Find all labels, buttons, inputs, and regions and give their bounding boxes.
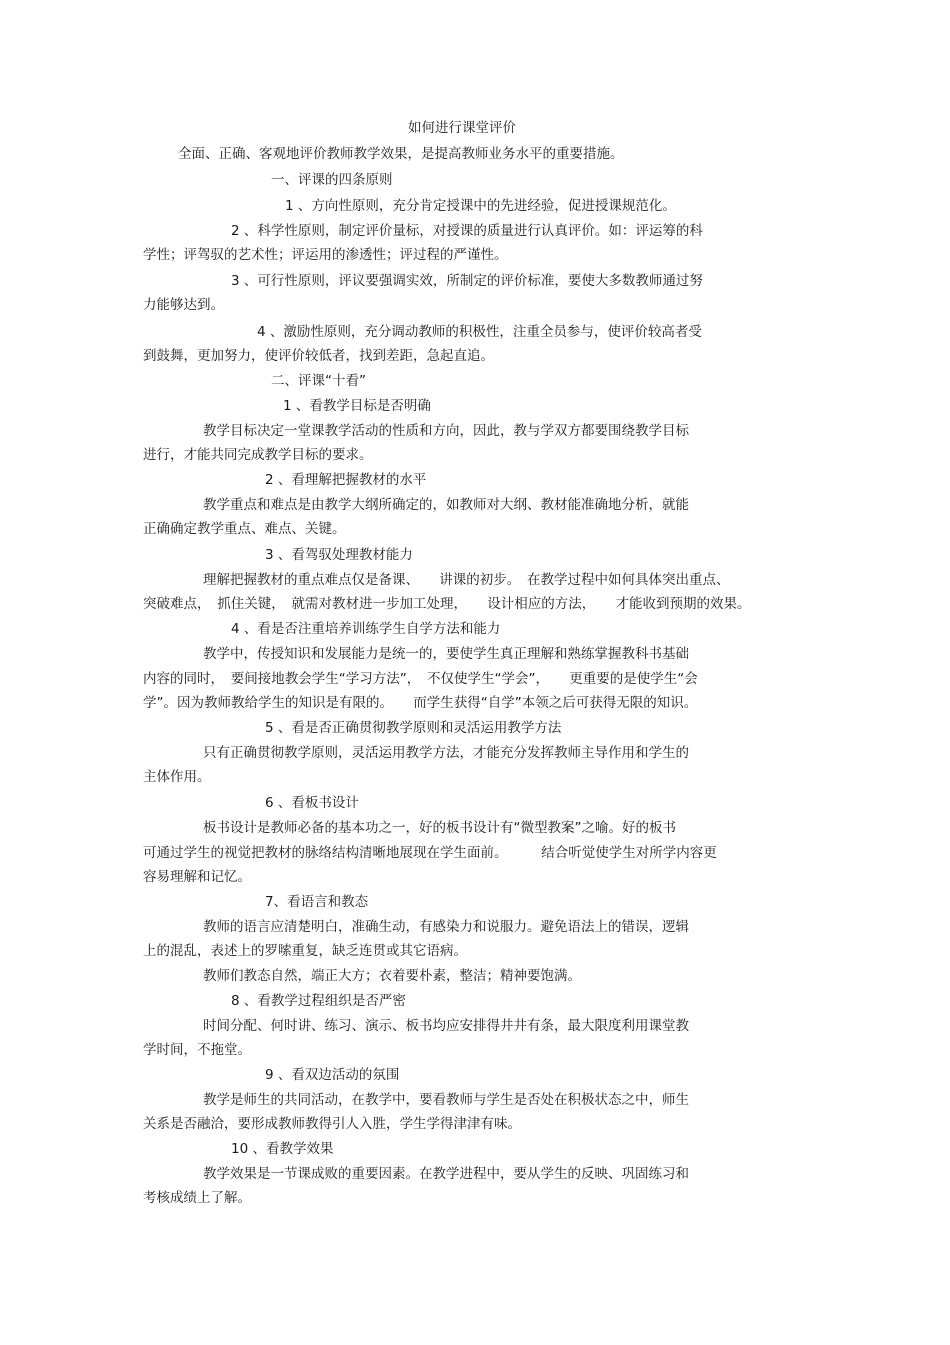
item-5-text-line1: 只有正确贯彻教学原则，灵活运用教学方法，才能充分发挥教师主导作用和学生的	[203, 745, 689, 761]
section-heading-ten-looks: 二、评课“十看”	[271, 373, 366, 389]
item-3-text-line2: 突破难点， 抓住关键， 就需对教材进一步加工处理， 设计相应的方法， 才能收到预期的效果。	[143, 596, 751, 612]
item-8-text-line2: 学时间，不拖堂。	[143, 1042, 251, 1058]
section-heading-principles: 一、评课的四条原则	[271, 172, 393, 188]
item-3-heading: 3 、看驾驭处理教材能力	[265, 547, 413, 563]
item-7-text-line3: 教师们教态自然，端正大方；衣着要朴素，整洁；精神要饱满。	[203, 968, 581, 984]
principle-4-line2: 到鼓舞，更加努力，使评价较低者，找到差距，急起直追。	[143, 348, 494, 364]
item-10-text-line2: 考核成绩上了解。	[143, 1190, 251, 1206]
item-4-text-line2: 内容的同时， 要间接地教会学生“学习方法”， 不仅使学生“学会”， 更重要的是使学生“会	[143, 671, 698, 687]
item-6-text-line2: 可通过学生的视觉把教材的脉络结构清晰地展现在学生面前。 结合听觉使学生对所学内容更	[143, 845, 717, 861]
item-9-heading: 9 、看双边活动的氛围	[265, 1067, 400, 1083]
item-2-text-line2: 正确确定教学重点、难点、关键。	[143, 521, 346, 537]
item-1-text-line1: 教学目标决定一堂课教学活动的性质和方向，因此，教与学双方都要围绕教学目标	[203, 423, 689, 439]
principle-4-line1: 4 、激励性原则，充分调动教师的积极性，注重全员参与，使评价较高者受	[257, 324, 702, 340]
item-5-text-line2: 主体作用。	[143, 769, 211, 785]
item-8-text-line1: 时间分配、何时讲、练习、演示、板书均应安排得井井有条，最大限度利用课堂教	[203, 1018, 689, 1034]
item-4-text-line3: 学”。因为教师教给学生的知识是有限的。 而学生获得“自学”本领之后可获得无限的知识。	[143, 695, 698, 711]
item-6-heading: 6 、看板书设计	[265, 795, 359, 811]
principle-2-line2: 学性；评驾驭的艺术性；评运用的渗透性；评过程的严谨性。	[143, 247, 508, 263]
item-6-text-line3: 容易理解和记忆。	[143, 869, 251, 885]
item-10-text-line1: 教学效果是一节课成败的重要因素。在教学进程中，要从学生的反映、巩固练习和	[203, 1166, 689, 1182]
item-2-heading: 2 、看理解把握教材的水平	[265, 472, 427, 488]
item-9-text-line1: 教学是师生的共同活动，在教学中，要看教师与学生是否处在积极状态之中，师生	[203, 1092, 689, 1108]
intro-paragraph: 全面、正确、客观地评价教师教学效果，是提高教师业务水平的重要措施。	[178, 146, 624, 162]
principle-3-line1: 3 、可行性原则，评议要强调实效，所制定的评价标准，要使大多数教师通过努	[231, 273, 703, 289]
item-7-text-line1: 教师的语言应清楚明白，准确生动，有感染力和说服力。避免语法上的错误，逻辑	[203, 919, 689, 935]
item-4-text-line1: 教学中，传授知识和发展能力是统一的，要使学生真正理解和熟练掌握教科书基础	[203, 646, 689, 662]
principle-1: 1 、方向性原则，充分肯定授课中的先进经验，促进授课规范化。	[285, 198, 676, 214]
item-9-text-line2: 关系是否融洽，要形成教师教得引人入胜，学生学得津津有味。	[143, 1116, 521, 1132]
item-5-heading: 5 、看是否正确贯彻教学原则和灵活运用教学方法	[265, 720, 562, 736]
item-6-text-line1: 板书设计是教师必备的基本功之一，好的板书设计有“微型教案”之喻。好的板书	[203, 820, 676, 836]
item-1-heading: 1 、看教学目标是否明确	[283, 398, 431, 414]
item-4-heading: 4 、看是否注重培养训练学生自学方法和能力	[231, 621, 501, 637]
item-2-text-line1: 教学重点和难点是由教学大纲所确定的，如教师对大纲、教材能准确地分析，就能	[203, 497, 689, 513]
item-7-heading: 7、看语言和教态	[265, 894, 369, 910]
item-7-text-line2: 上的混乱，表述上的罗嗦重复，缺乏连贯或其它语病。	[143, 943, 467, 959]
doc-title: 如何进行课堂评价	[408, 120, 516, 136]
item-3-text-line1: 理解把握教材的重点难点仅是备课、 讲课的初步。 在教学过程中如何具体突出重点、	[203, 572, 730, 588]
principle-3-line2: 力能够达到。	[143, 297, 224, 313]
item-10-heading: 10 、看教学效果	[231, 1141, 334, 1157]
item-1-text-line2: 进行，才能共同完成教学目标的要求。	[143, 447, 373, 463]
item-8-heading: 8 、看教学过程组织是否严密	[231, 993, 406, 1009]
principle-2-line1: 2 、科学性原则，制定评价量标，对授课的质量进行认真评价。如：评运筹的科	[231, 223, 703, 239]
